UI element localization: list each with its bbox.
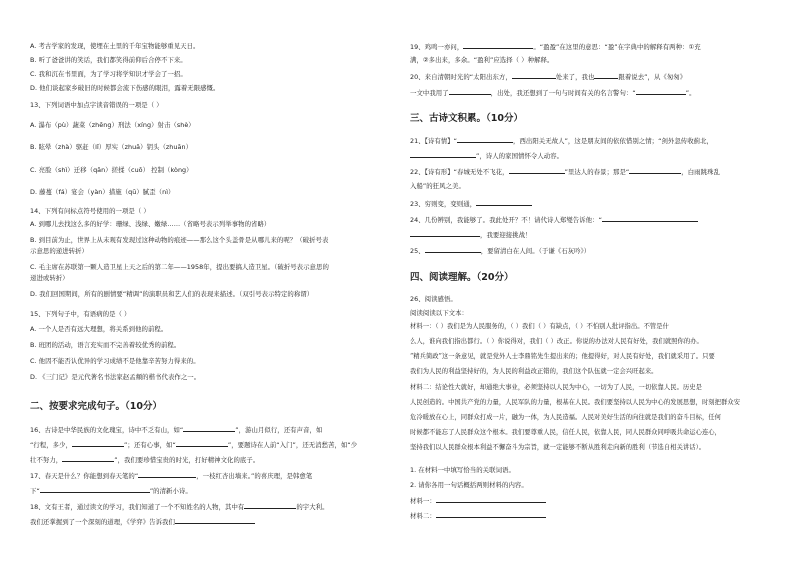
material-line: 时候都不能忘了人民群众这个根本。我们要尊重人民，信任人民，依靠人民，同人民群众同呼吸共命运心连心，	[410, 429, 721, 436]
q17-text-4: ”的清新小诗。	[149, 487, 192, 495]
q14-option-c: C. 毛主席在苏联第一颗人造卫星上天之后的第二年——1958年，提出要搞人造卫星。（破折号表示意思的	[30, 263, 329, 271]
q21-blank-1[interactable]	[457, 136, 513, 143]
q19-line-1	[410, 42, 701, 51]
q17-line-1	[30, 471, 312, 480]
q23-blank[interactable]	[476, 199, 532, 206]
answer-1-label: 材料一：	[410, 497, 436, 505]
q17-text-3: 下“	[30, 487, 40, 495]
q21-text-1: 21、【诗有情】“	[410, 137, 458, 145]
q19-line-2: 满，②多出来，多余。“盈利”应选择（ ）种解释。	[410, 56, 554, 64]
q22-line-1	[410, 167, 720, 176]
q21-line-2	[410, 151, 563, 160]
q23-line	[410, 199, 532, 208]
q14-option-a: A. 到哪儿去找这么多的好学：珊绿、浅绿、嫩绿……（省略号表示列举事物的省略）	[30, 220, 271, 228]
q16-blank-3[interactable]	[176, 440, 228, 447]
q20-text-5: ，出处，我还想到了一句与时间有关的名言警句：“	[490, 89, 636, 97]
q16-text-3: “行程，多少，	[30, 441, 73, 449]
q16-line-3	[30, 455, 259, 464]
q21-blank-2[interactable]	[410, 151, 476, 158]
q19-text-2: 。“盈盈”在这里的意思：“盈”在字典中的解释有两种：①充	[533, 43, 701, 51]
q18-blank-1[interactable]	[244, 502, 296, 509]
q24-blank-2[interactable]	[410, 230, 480, 237]
q13-option-c: C. 亮脸（shì）迁移（qān）搓揉（cuō） 控制（kòng）	[30, 166, 193, 174]
q15-option-d: D. 《三门记》是元代著名书法家赵孟頫的楷书代表作之一。	[30, 373, 201, 381]
q24-line-1	[410, 215, 698, 224]
q24-text-3: ，我要迎接挑战！	[480, 231, 532, 239]
q15-option-c: C. 他因不能否认优异的学习成绩不是他靠辛苦努力得来的。	[30, 357, 200, 365]
q12-option-d: D. 他们谈起家乡破旧的时候都会流下伤感的眼泪，露着无限感慨。	[30, 84, 220, 92]
material-line: 我们为人民的利益坚持好的，为人民的利益改正错的，我们这个队伍就一定会兴旺起来。	[410, 368, 658, 375]
q16-text-2: ”，游山月似行，还有声音，如	[235, 426, 323, 434]
q20-text-1: 20、来自清朝时光的“太阳出东方，	[410, 73, 512, 81]
q18-text-1: 18、文有王者，通过读文的学习，我们知道了一个不知姓名的人物，其中有	[30, 503, 245, 511]
q20-line-2	[410, 88, 696, 97]
q20-blank-3[interactable]	[449, 88, 491, 95]
q20-line-1	[410, 72, 686, 81]
q25-text-1: 25、	[410, 247, 425, 255]
q18-blank-2[interactable]	[175, 517, 255, 524]
q18-line-1	[30, 502, 329, 511]
q20-text-6: ”。	[685, 89, 696, 97]
q25-line	[410, 246, 590, 255]
q12-option-a: A. 考古学家的发现，使埋在土里的千年宝物能够重见天日。	[30, 42, 200, 50]
q20-text-3: 跟着说去”，从《匆匆》	[618, 73, 687, 81]
q16-text-4: ”；还有心事，如“	[124, 441, 176, 449]
q17-line-2	[30, 486, 192, 495]
q22-text-1: 22、【诗有形】“春城无处不飞花，	[410, 168, 509, 176]
q23-text: 23、穷则变，变则通，	[410, 200, 477, 208]
q16-text-1: 16、古诗是中华民族的文化瑰宝，诗中不乏有山，如“	[30, 426, 184, 434]
q14-option-b: B. 到目前为止，世界上从未观有发现过这种动物的痕迹——那么这个头盖骨是从哪儿来的呢？（破折号表	[30, 236, 329, 244]
q24-text-1: 24、几份辨别，我能够了。我此处开？不！请代诗人郑燮告诉他：“	[410, 216, 602, 224]
q17-text-2: ，一枝红杏出墙来。”的喜庆理，是韩愈笔	[196, 472, 313, 480]
q25-text-2: ，要留清白在人间。（于谦《石灰吟》）	[480, 247, 591, 255]
q21-text-3: ”，诗人的家国情怀令人动容。	[476, 152, 564, 160]
q15-option-b: B. 班团的活动，语言充实而不完善着较优秀的前程。	[30, 341, 181, 349]
material-line: 材料二：结论性大就好，却通绝大事业，必须坚持以人民为中心，一切为了人民，一切依靠人民。历史是	[410, 384, 702, 391]
q18-line-2	[30, 517, 255, 526]
sub-question-1: 1. 在材料一中填写恰当的关联词语。	[410, 466, 515, 474]
q16-text-5: ”，要题诗在人前“入门”，还无消愁苦，如“少	[227, 441, 358, 449]
material-line: 材料一：（ ）我们是为人民服务的，（ ）我们（ ）有缺点，（ ）不怕别人批评指出。不管是什	[410, 323, 669, 330]
q22-line-2: 入船”的狂风之美。	[410, 182, 465, 190]
answer-1-row	[410, 496, 546, 505]
q17-text-1: 17、春天是什么？你能想到春天笔的“	[30, 472, 139, 480]
q15-option-a: A. 一个人是否有远大理想，将关系到他的前程。	[30, 325, 168, 333]
q20-text-4: 一文中我用了	[410, 89, 449, 97]
section-4-title: 四、阅读理解。（20分）	[410, 272, 514, 283]
q16-blank-4[interactable]	[62, 455, 114, 462]
q16-text-7: ”，我们要珍惜宝贵的时光，打好精神文化的底子。	[114, 456, 260, 464]
q16-line-1	[30, 425, 322, 434]
left-column	[30, 0, 386, 562]
q26-title: 26、阅读感悟。	[410, 295, 457, 303]
q18-text-3: 我们还掌握到了一个深刻的道理，《学弈》告诉我们	[30, 518, 175, 526]
q12-option-c: C. 我和沉在书里面，为了学习将学知识才学会了一招。	[30, 70, 187, 78]
section-2-title: 二、按要求完成句子。（10分）	[30, 401, 162, 412]
q21-text-2: ，西出阳关无故人”，这是朋友间的依依惜别之情；“剑外忽传收蓟北，	[513, 137, 713, 145]
q13-option-a: A. 瀑布（pù）蔬菜（zhēng）刑法（xíng）射击（shè）	[30, 121, 195, 129]
material-line: 么人，谁向我们指出都行。（ ）你说得对，我们（ ）改正。你说的办法对人民有好处，我们就照你的办。	[410, 338, 703, 345]
material-line: 危冷暖放在心上，同群众打成一片，融为一体，为人民造福。人民对美好生活的向往就是我们的奋斗目标，任何	[410, 414, 721, 421]
q17-blank-1[interactable]	[138, 471, 196, 478]
answer-2-label: 材料二：	[410, 512, 436, 520]
material-line: 人民创造的。中国共产党的力量，人民军队的力量，根基在人民。我们要坚持以人民为中心的发展思想，时刻把群众安	[410, 399, 741, 406]
q13-option-d: D. 藤蔓（fá）宴会（yàn）措施（qū）腻歪（nì）	[30, 188, 175, 196]
q13-stem: 13、下列词语中加点字读音错误的一项是（ ）	[30, 101, 163, 109]
material-line: “精兵简政”这一条意见，就是党外人士李鼎铭先生提出来的；他提得好，对人民有好处，我们就采用了。只要	[410, 353, 715, 360]
sub-question-2: 2. 请你各用一句话概括两则材料的内容。	[410, 481, 528, 489]
q18-text-2: 的宇大利。	[296, 503, 329, 511]
answer-2-blank[interactable]	[436, 511, 546, 518]
q13-option-b: B. 眩晕（zhà）驱赶（lǐ）厚实（zhuā）钥头（zhuān）	[30, 143, 193, 151]
q14-option-b-cont: 示意思的递进转折）	[30, 247, 88, 255]
q16-text-6: 壮不努力，	[30, 456, 63, 464]
q14-option-c-cont: 递进或转折）	[30, 274, 69, 282]
q16-blank-2[interactable]	[72, 440, 124, 447]
q20-blank-4[interactable]	[636, 88, 686, 95]
answer-1-blank[interactable]	[436, 496, 546, 503]
right-column	[410, 0, 766, 562]
q15-stem: 15、下列句子中，有语病的是（ ）	[30, 310, 131, 318]
q20-text-2: 处来了，我也	[555, 73, 595, 81]
q20-blank-1[interactable]	[512, 72, 556, 79]
answer-2-row	[410, 511, 546, 520]
q24-line-2	[410, 230, 532, 239]
q25-blank[interactable]	[425, 246, 481, 253]
q16-blank-1[interactable]	[183, 425, 235, 432]
q26-intro: 阅读阅读以下文本：	[410, 309, 468, 317]
material-line: 坚持我们以人民群众根本利益不懈奋斗为宗旨，就一定能够不断从胜利走向新的胜利（节选自相关讲话）。	[410, 444, 706, 451]
q16-line-2	[30, 440, 357, 449]
q17-blank-2[interactable]	[40, 486, 150, 493]
q21-line-1	[410, 136, 713, 145]
q19-text-1: 19、鸡鸣一亦问，	[410, 43, 464, 51]
q12-option-b: B. 听了爸爸讲的笑话，我们都笑得前仰后合停不下来。	[30, 56, 187, 64]
q20-blank-2[interactable]	[594, 72, 618, 79]
q22-blank-1[interactable]	[509, 167, 565, 174]
q14-option-d: D. 我们回国期间，所有的剧情要“精调”的演职员和艺人们的表现来描述。（双引号表示特定的称谓）	[30, 290, 314, 298]
q22-text-2: ”里达人的春景；那是“	[564, 168, 630, 176]
q22-blank-2[interactable]	[629, 167, 681, 174]
q19-blank-1[interactable]	[463, 42, 533, 49]
q14-stem: 14、下列有问标点符号使用的一项是（ ）	[30, 207, 150, 215]
q22-text-3: ，白雨跳珠乱	[681, 168, 720, 176]
section-3-title: 三、古诗文积累。（10分）	[410, 113, 523, 124]
q24-blank-1[interactable]	[602, 215, 698, 222]
